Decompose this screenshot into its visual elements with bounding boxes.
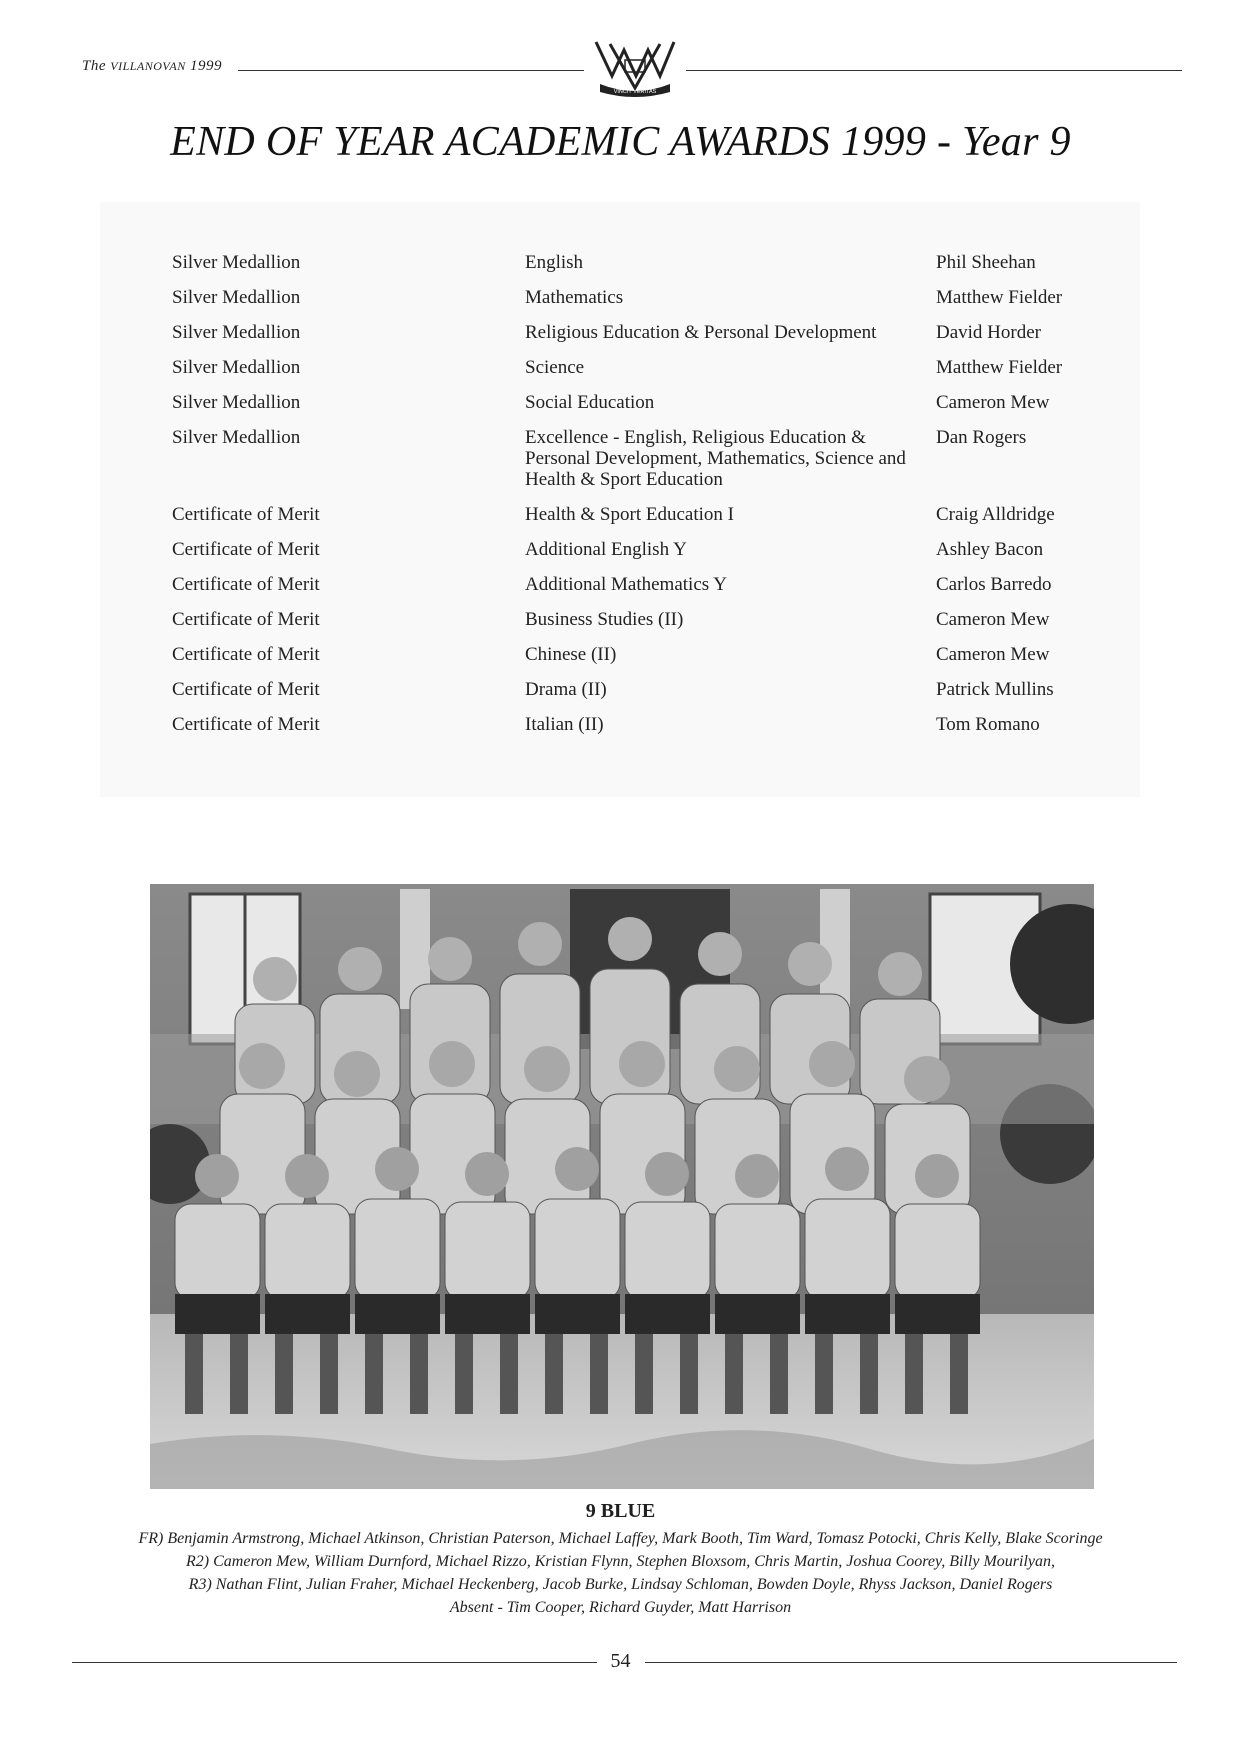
award-type: Silver Medallion bbox=[172, 322, 301, 343]
award-type: Certificate of Merit bbox=[172, 539, 320, 560]
award-subject: Excellence - English, Religious Education & Personal Development, Mathematics, Science and Health & Sport Education bbox=[525, 427, 906, 490]
award-recipient: Carlos Barredo bbox=[936, 574, 1052, 595]
award-subject: English bbox=[525, 252, 584, 273]
class-group-photo bbox=[150, 884, 1094, 1489]
award-recipient: Matthew Fielder bbox=[936, 357, 1063, 378]
award-type: Silver Medallion bbox=[172, 287, 301, 308]
photo-caption-title: 9 BLUE bbox=[585, 1500, 656, 1522]
award-type: Certificate of Merit bbox=[172, 609, 320, 630]
running-header bbox=[82, 58, 222, 75]
award-recipient: Cameron Mew bbox=[936, 392, 1050, 413]
award-subject: Additional English Y bbox=[525, 539, 687, 560]
header-year: 1999 bbox=[189, 58, 222, 74]
award-subject: Business Studies (II) bbox=[525, 609, 684, 630]
award-subject: Chinese (II) bbox=[525, 644, 617, 665]
award-recipient: Craig Alldridge bbox=[936, 504, 1055, 525]
award-type: Certificate of Merit bbox=[172, 504, 320, 525]
footer-rule-right bbox=[645, 1662, 1177, 1663]
award-type: Certificate of Merit bbox=[172, 679, 320, 700]
header-publication-name: VILLANOVAN bbox=[110, 59, 186, 73]
caption-row-3: R3) Nathan Flint, Julian Fraher, Michael Heckenberg, Jacob Burke, Lindsay Schloman, Bowden Doyle, Rhyss Jackson, Daniel Rogers bbox=[188, 1576, 1053, 1593]
award-recipient: Matthew Fielder bbox=[936, 287, 1063, 308]
award-subject: Religious Education & Personal Development bbox=[525, 322, 877, 343]
award-subject: Italian (II) bbox=[525, 714, 604, 735]
award-subject: Additional Mathematics Y bbox=[525, 574, 727, 595]
award-subject: Science bbox=[525, 357, 585, 378]
page-title: END OF YEAR ACADEMIC AWARDS 1999 - Year 9 bbox=[170, 119, 1071, 165]
crest-motto: VINCIT VERITAS bbox=[613, 89, 657, 95]
award-type: Silver Medallion bbox=[172, 427, 301, 448]
header-prefix: The bbox=[82, 58, 106, 74]
award-recipient: Dan Rogers bbox=[936, 427, 1027, 448]
award-recipient: Cameron Mew bbox=[936, 609, 1050, 630]
award-type: Silver Medallion bbox=[172, 252, 301, 273]
award-recipient: David Horder bbox=[936, 322, 1041, 343]
award-recipient: Tom Romano bbox=[936, 714, 1040, 735]
award-subject: Drama (II) bbox=[525, 679, 607, 700]
award-subject: Social Education bbox=[525, 392, 655, 413]
caption-row-2: R2) Cameron Mew, William Durnford, Michael Rizzo, Kristian Flynn, Stephen Bloxsom, Chris Martin, Joshua Coorey, Billy Mourilyan, bbox=[186, 1553, 1055, 1570]
caption-front-row: FR) Benjamin Armstrong, Michael Atkinson, Christian Paterson, Michael Laffey, Mark Booth, Tim Ward, Tomasz Potocki, Chris Kelly, Blake Scoringe bbox=[138, 1530, 1103, 1547]
page-number: 54 bbox=[610, 1650, 631, 1672]
header-rule-left bbox=[238, 70, 584, 71]
caption-absent: Absent - Tim Cooper, Richard Guyder, Matt Harrison bbox=[449, 1599, 792, 1616]
award-type: Certificate of Merit bbox=[172, 644, 320, 665]
award-type: Silver Medallion bbox=[172, 392, 301, 413]
award-type: Silver Medallion bbox=[172, 357, 301, 378]
award-recipient: Phil Sheehan bbox=[936, 252, 1036, 273]
award-recipient: Ashley Bacon bbox=[936, 539, 1044, 560]
award-type: Certificate of Merit bbox=[172, 574, 320, 595]
school-crest-logo-icon bbox=[590, 36, 680, 98]
award-type: Certificate of Merit bbox=[172, 714, 320, 735]
award-recipient: Patrick Mullins bbox=[936, 679, 1054, 700]
award-recipient: Cameron Mew bbox=[936, 644, 1050, 665]
award-subject: Mathematics bbox=[525, 287, 624, 308]
header-rule-right bbox=[686, 70, 1182, 71]
award-subject: Health & Sport Education I bbox=[525, 504, 734, 525]
